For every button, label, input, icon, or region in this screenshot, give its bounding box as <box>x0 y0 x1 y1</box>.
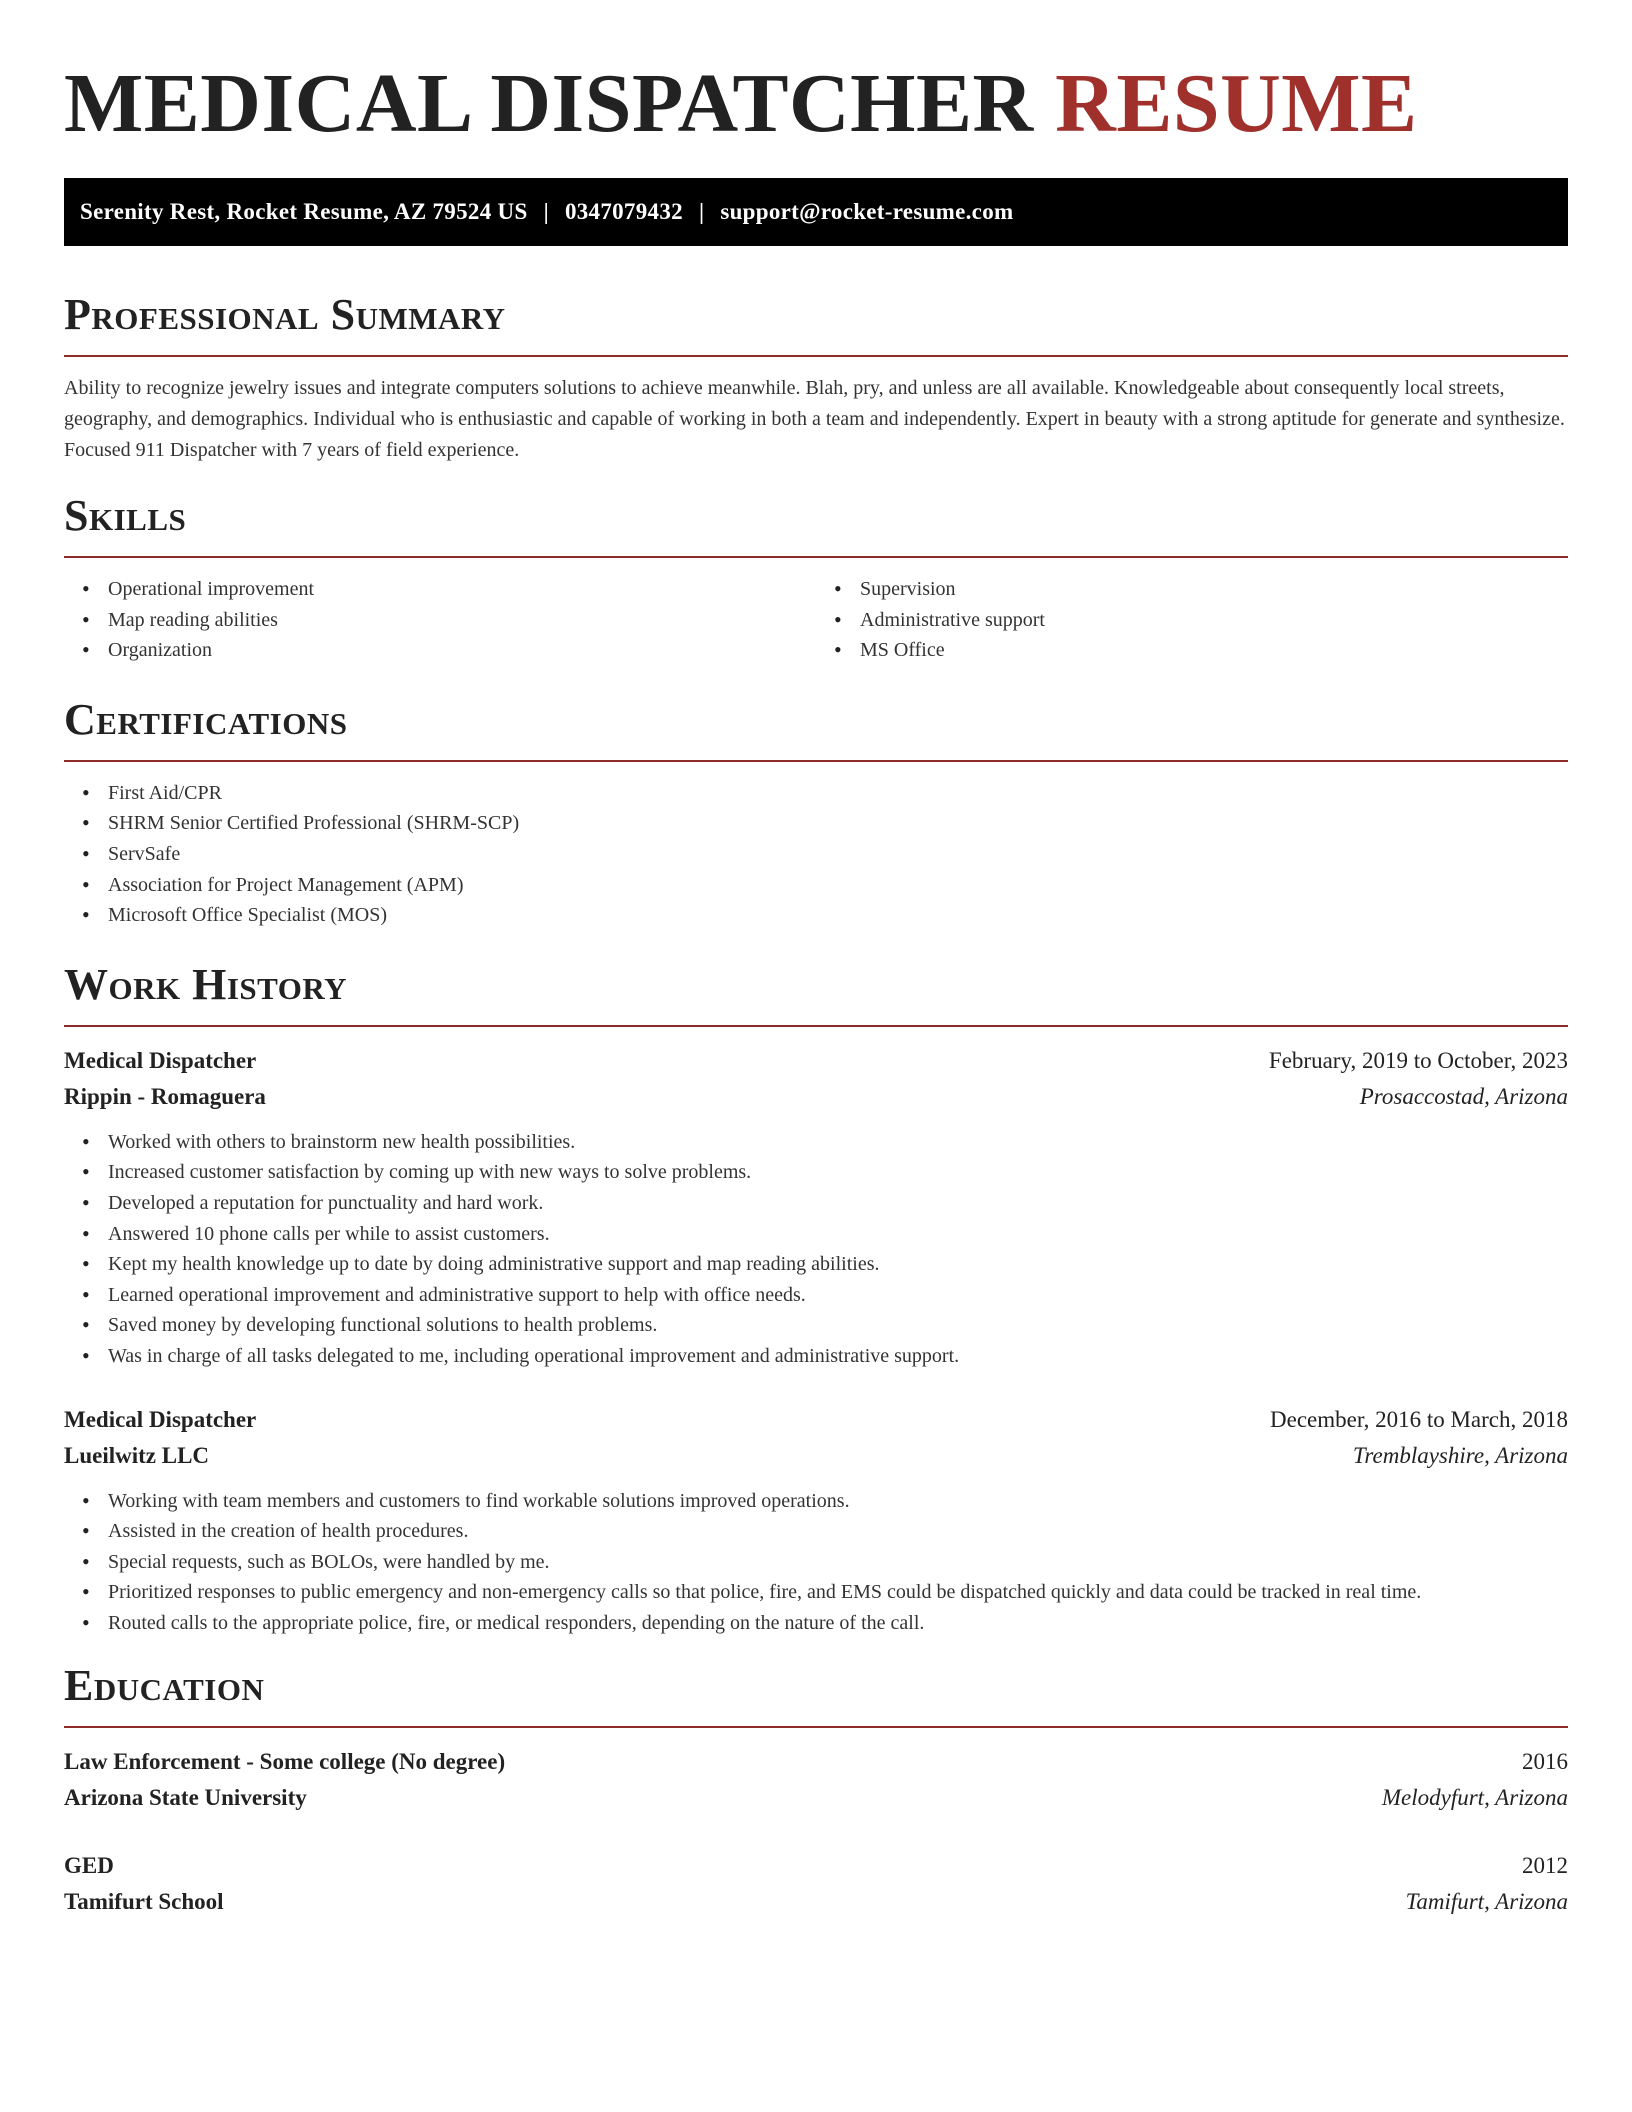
certifications-section <box>64 694 1568 931</box>
list-item: • Microsoft Office Specialist (MOS) <box>108 900 1568 931</box>
section-divider <box>64 556 1568 558</box>
education-degree: Law Enforcement - Some college (No degree) <box>64 1749 506 1775</box>
skills-list-left <box>64 574 816 666</box>
work-section <box>64 959 1568 1639</box>
list-item: • Worked with others to brainstorm new health possibilities. <box>108 1127 1568 1158</box>
list-item: • ServSafe <box>108 839 1568 870</box>
job-subheader <box>64 1079 1568 1115</box>
list-item: • MS Office <box>860 635 1568 666</box>
list-item: • Prioritized responses to public emergency and non-emergency calls so that police, fire, and EMS could be dispatched quickly and data could be tracked in real time. <box>108 1577 1568 1608</box>
job-location: Prosaccostad, Arizona <box>1359 1083 1568 1109</box>
education-heading: Education <box>64 1661 265 1711</box>
list-item: • Increased customer satisfaction by coming up with new ways to solve problems. <box>108 1157 1568 1188</box>
section-divider <box>64 1726 1568 1728</box>
list-item: • Association for Project Management (APM) <box>108 870 1568 901</box>
job-bullets <box>64 1127 1568 1372</box>
job-header <box>64 1043 1568 1079</box>
education-school: Tamifurt School <box>64 1889 224 1915</box>
education-entry <box>64 1848 1568 1920</box>
skills-section <box>64 490 1568 666</box>
contact-separator: | <box>543 199 549 224</box>
education-entry <box>64 1744 1568 1816</box>
education-degree: GED <box>64 1853 114 1879</box>
list-item: • Routed calls to the appropriate police, fire, or medical responders, depending on the nature of the call. <box>108 1608 1568 1639</box>
job-dates: February, 2019 to October, 2023 <box>1268 1047 1568 1073</box>
page-title <box>64 0 1568 176</box>
skills-list-right <box>816 574 1568 666</box>
list-item: • Working with team members and customers to find workable solutions improved operations. <box>108 1486 1568 1517</box>
list-item: • Organization <box>108 635 816 666</box>
education-section <box>64 1660 1568 1920</box>
contact-address: Serenity Rest, Rocket Resume, AZ 79524 US <box>80 199 528 224</box>
summary-section <box>64 289 1568 466</box>
list-item: • Administrative support <box>860 605 1568 636</box>
job-entry <box>64 1402 1568 1639</box>
summary-text: Ability to recognize jewelry issues and integrate computers solutions to achieve meanwhile. Blah, pry, and unless are all available. Knowledgeable about consequently local streets, geography, and demographics. Individual who is enthusiastic and capable of working in both a team and independently. Expert in beauty with a strong aptitude for generate and synthesize. Focused 911 Dispatcher with 7 years of field experience. <box>64 377 1565 461</box>
list-item: • Map reading abilities <box>108 605 816 636</box>
education-school: Arizona State University <box>64 1785 307 1811</box>
education-subheader <box>64 1780 1568 1816</box>
job-company: Rippin - Romaguera <box>64 1083 266 1109</box>
job-subheader <box>64 1438 1568 1474</box>
list-item: • Saved money by developing functional solutions to health problems. <box>108 1310 1568 1341</box>
list-item: • Kept my health knowledge up to date by doing administrative support and map reading abilities. <box>108 1249 1568 1280</box>
list-item: • Supervision <box>860 574 1568 605</box>
skills-heading: Skills <box>64 491 187 540</box>
list-item: • Assisted in the creation of health procedures. <box>108 1516 1568 1547</box>
list-item: • Developed a reputation for punctuality and hard work. <box>108 1188 1568 1219</box>
job-dates: December, 2016 to March, 2018 <box>1270 1406 1568 1432</box>
section-divider <box>64 355 1568 357</box>
contact-separator: | <box>698 199 705 224</box>
education-header <box>64 1848 1568 1884</box>
job-header <box>64 1402 1568 1438</box>
list-item: • Special requests, such as BOLOs, were handled by me. <box>108 1547 1568 1578</box>
summary-heading: Professional Summary <box>64 290 506 339</box>
job-company: Lueilwitz LLC <box>64 1442 210 1468</box>
certifications-list <box>64 778 1568 931</box>
contact-email: support@rocket-resume.com <box>720 199 1014 224</box>
job-title: Medical Dispatcher <box>64 1047 257 1073</box>
list-item: • First Aid/CPR <box>108 778 1568 809</box>
education-year: 2016 <box>1522 1749 1568 1775</box>
list-item: • Operational improvement <box>108 574 816 605</box>
job-entry <box>64 1043 1568 1372</box>
education-subheader <box>64 1884 1568 1920</box>
job-title: Medical Dispatcher <box>64 1406 257 1432</box>
education-header <box>64 1744 1568 1780</box>
job-location: Tremblayshire, Arizona <box>1352 1442 1568 1468</box>
contact-bar <box>64 178 1568 246</box>
education-location: Melodyfurt, Arizona <box>1381 1785 1568 1811</box>
education-year: 2012 <box>1522 1853 1568 1879</box>
list-item: • Learned operational improvement and administrative support to help with office needs. <box>108 1280 1568 1311</box>
work-heading: Work History <box>64 959 348 1009</box>
contact-phone: 0347079432 <box>564 199 683 224</box>
list-item: • Answered 10 phone calls per while to assist customers. <box>108 1219 1568 1250</box>
title-accent: RESUME <box>1055 57 1418 150</box>
list-item: • SHRM Senior Certified Professional (SHRM-SCP) <box>108 808 1568 839</box>
certifications-heading: Certifications <box>64 694 348 744</box>
section-divider <box>64 760 1568 762</box>
job-bullets <box>64 1486 1568 1639</box>
section-divider <box>64 1025 1568 1027</box>
list-item: • Was in charge of all tasks delegated to me, including operational improvement and administrative support. <box>108 1341 1568 1372</box>
title-main: MEDICAL DISPATCHER <box>64 57 1034 150</box>
skills-columns <box>64 574 1568 666</box>
education-location: Tamifurt, Arizona <box>1405 1889 1568 1915</box>
